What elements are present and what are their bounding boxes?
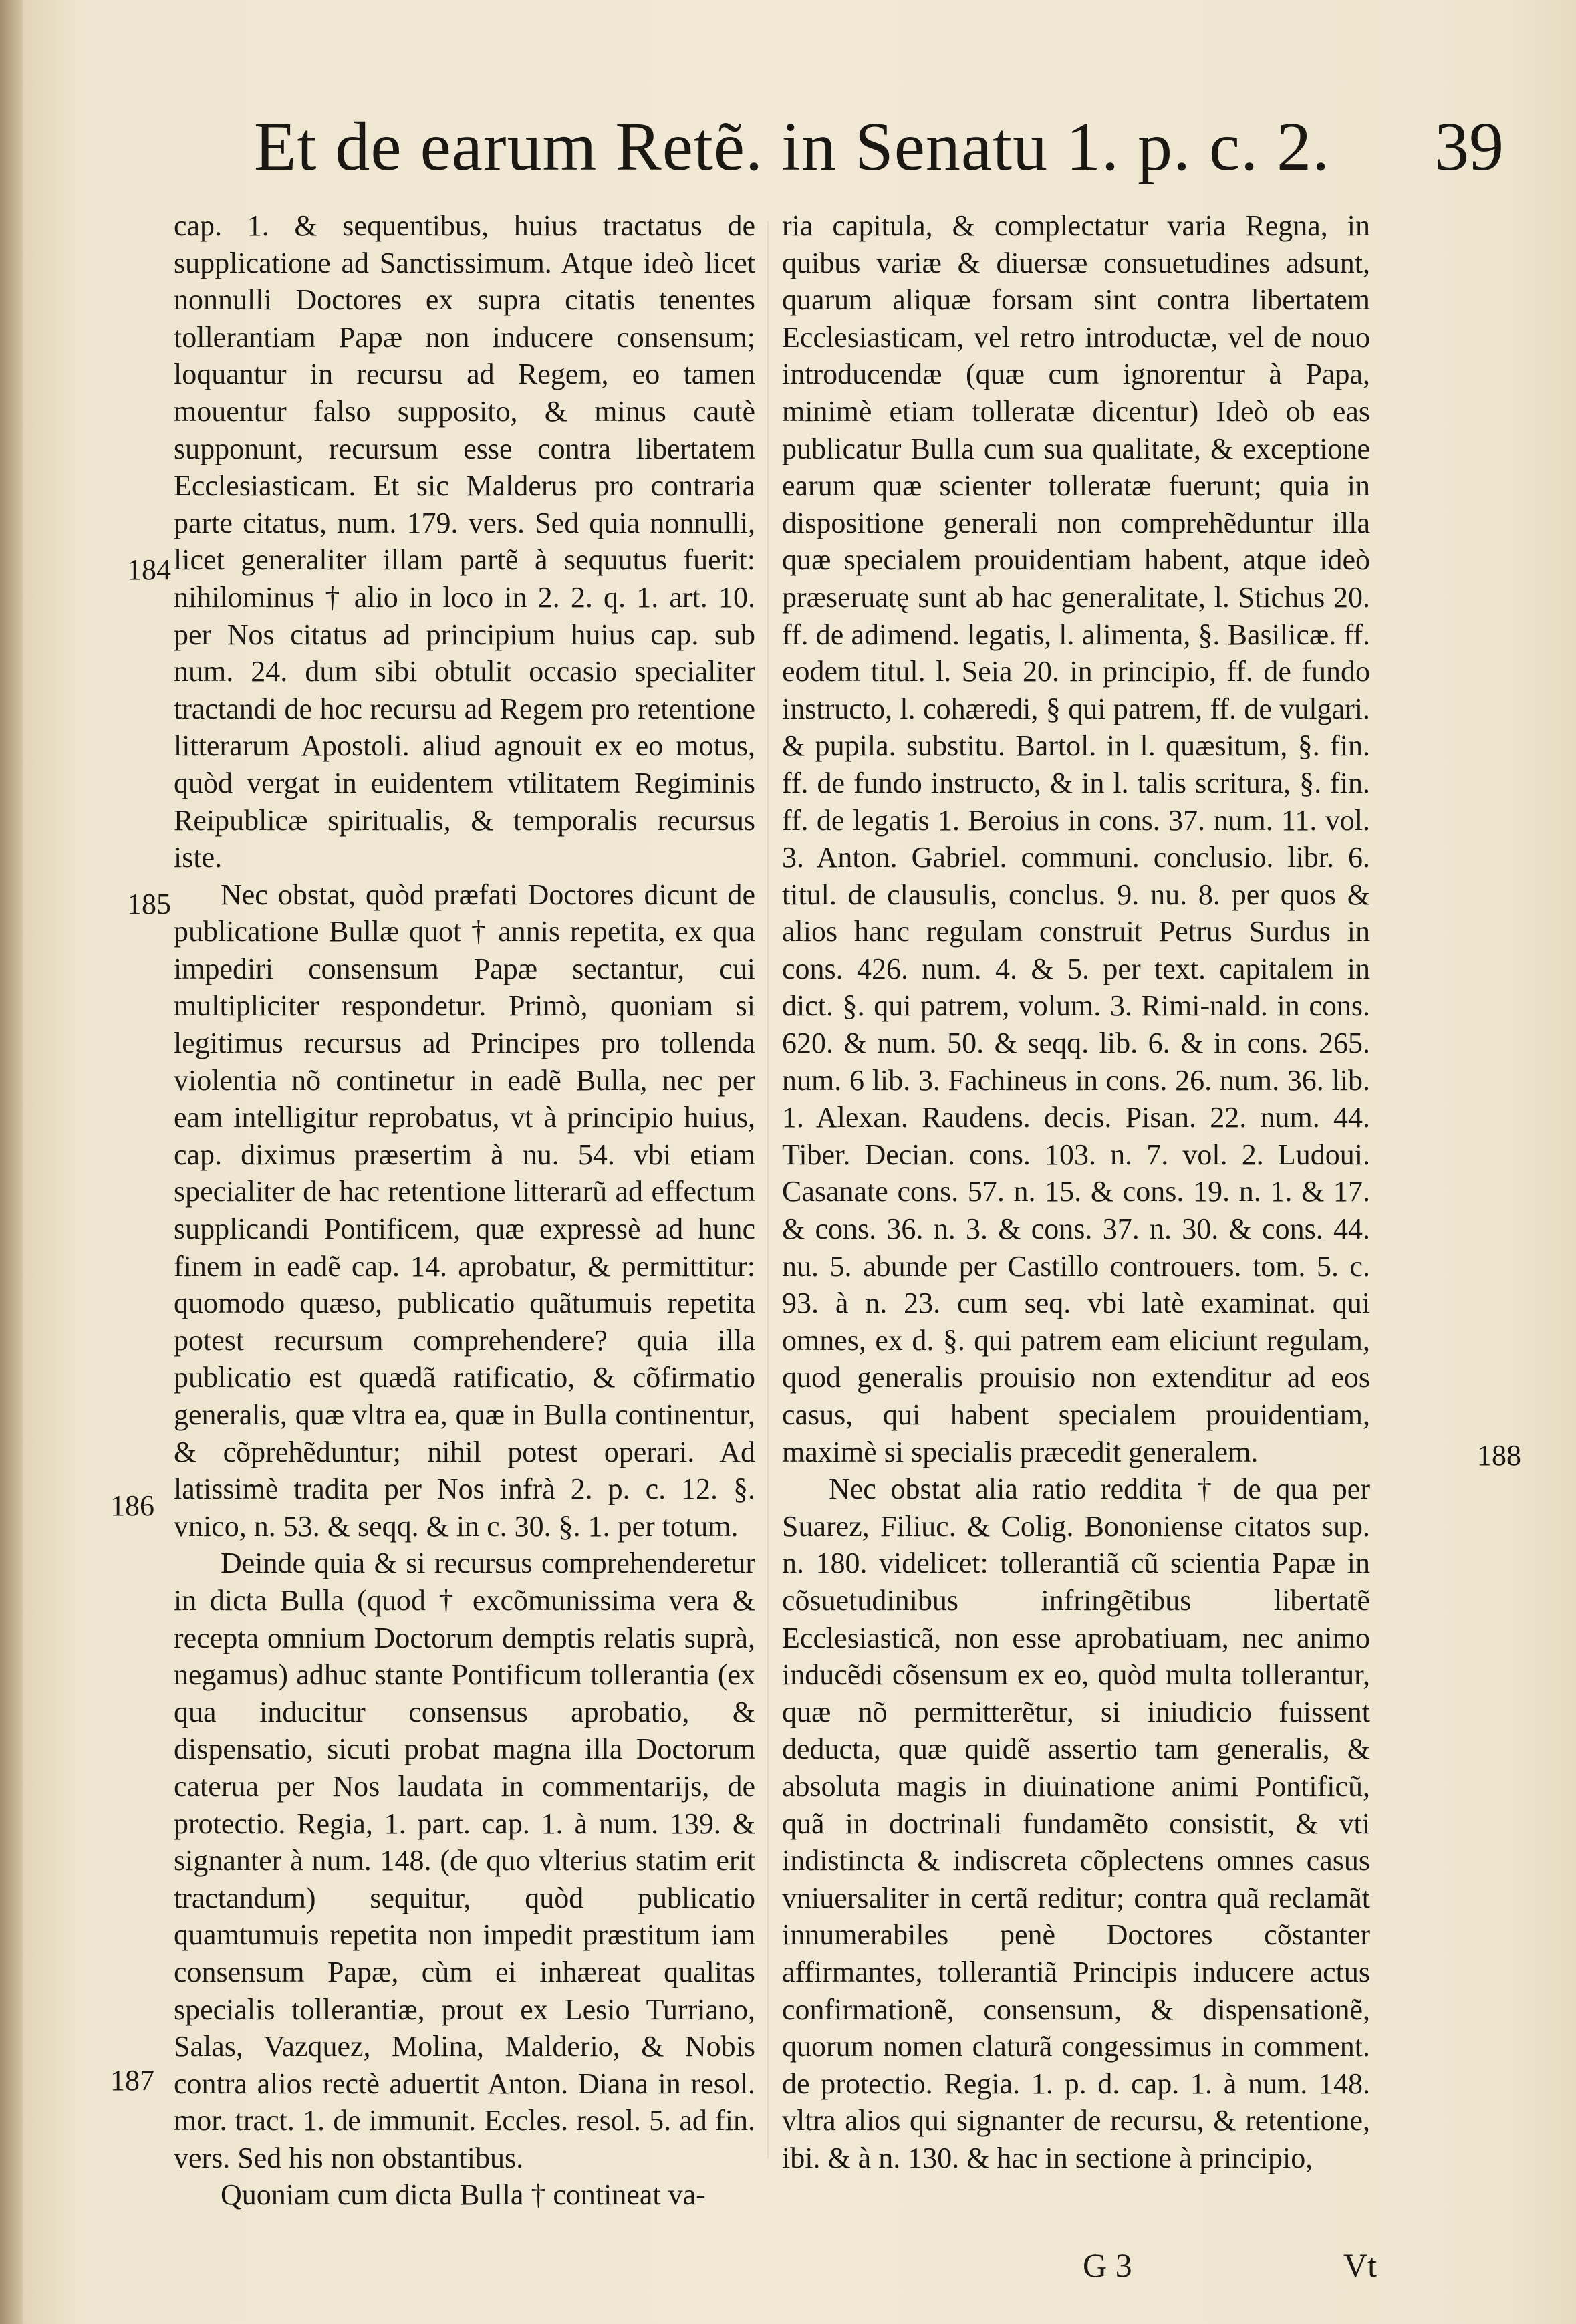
left-paragraph-2: Nec obstat, quòd præfati Doctores dicunt de publicatione Bullæ quot † annis repetita, ex qua impediri consensum Papæ sectantur, cui multipliciter respondetur. Primò, quoniam si legitimus recursus ad Principes pro tollenda violentia nõ continetur in eadẽ Bulla, nec per eam intelligitur reprobatus, vt à principio huius, cap. diximus præsertim à nu. 54. vbi etiam specialiter de hac retentione litterarũ ad effectum supplicandi Pontificem, quæ expressè ad hunc finem in eadẽ cap. 14. aprobatur, & permittitur: quomodo quæso, publicatio quãtumuis repetita potest recursum comprehendere? quia illa publicatio est quædã ratificatio, & cõfirmatio generalis, quæ vltra ea, quæ in Bulla continentur, & cõprehẽduntur; nihil potest operari. Ad latissimè tradita per Nos infrà 2. p. c. 12. §. vnico, n. 53. & seqq. & in c. 30. §. 1. per totum. — [174, 878, 755, 1543]
signature-mark: G 3 — [1083, 2246, 1132, 2284]
left-paragraph-4: Quoniam cum dicta Bulla † contineat va- — [221, 2178, 706, 2212]
running-head — [254, 107, 1524, 201]
right-paragraph-1: ria capitula, & complectatur varia Regna, in quibus variæ & diuersæ consuetudines adsunt, quarum aliquæ forsam sint contra libertatem Ecclesiasticam, vel retro introductæ, vel de nouo introducendæ (quæ cum ignorentur à Papa, minimè etiam tolleratæ dicentur) Ideò ob eas publicatur Bulla cum sua qualitate, & exceptione earum quæ scienter tolleratæ fuerunt; quia in dispositione generali non comprehẽduntur illa quæ specialem prouidentiam habent, atque ideò præseruatę sunt ab hac generalitate, l. Stichus 20. ff. de adimend. legatis, l. alimenta, §. Basilicæ. ff. eodem titul. l. Seia 20. in principio, ff. de fundo instructo, l. cohæredi, § qui patrem, ff. de vulgari. & pupila. substitu. Bartol. in l. quæsitum, §. fin. ff. de fundo instructo, & in l. talis scritura, §. fin. ff. de legatis 1. Beroius in cons. 37. num. 11. vol. 3. Anton. Gabriel. communi. conclusio. libr. 6. titul. de clausulis, conclus. 9. nu. 8. per quos & alios hanc regulam construit Petrus Surdus in cons. 426. num. 4. & 5. per text. capitalem in dict. §. qui patrem, volum. 3. Rimi-nald. in cons. 620. & num. 50. & seqq. lib. 6. & in cons. 265. num. 6 lib. 3. Fachineus in cons. 26. num. 36. lib. 1. Alexan. Raudens. decis. Pisan. 22. num. 44. Tiber. Decian. cons. 103. n. 7. vol. 2. Ludoui. Casanate cons. 57. n. 15. & cons. 19. n. 1. & 17. & cons. 36. n. 3. & cons. 37. n. 30. & cons. 44. nu. 5. abunde per Castillo controuers. tom. 5. c. 93. à n. 23. cum seq. vbi latè examinat. qui omnes, ex d. §. qui patrem eam eliciunt regulam, quod generalis prouisio non extenditur ad eos casus, qui habent specialem prouidentiam, maximè si specialis præcedit generalem. — [782, 209, 1370, 1468]
page-number: 39 — [1434, 108, 1504, 185]
catchword: Vt — [1343, 2246, 1377, 2284]
right-column — [782, 207, 1370, 2176]
left-paragraph-1: cap. 1. & sequentibus, huius tractatus de supplicatione ad Sanctissimum. Atque ideò licet nonnulli Doctores ex supra citatis tenentes tollerantiam Papæ non inducere consensum; loquantur in recursu ad Regem, eo tamen mouentur falso supposito, & minus cautè supponunt, recursum esse contra libertatem Ecclesiasticam. Et sic Malderus pro contraria parte citatus, num. 179. vers. Sed quia nonnulli, licet generaliter illam partẽ à sequutus fuerit: nihilominus † alio in loco in 2. 2. q. 1. art. 10. per Nos citatus ad principium huius cap. sub num. 24. dum sibi obtulit occasio specialiter tractandi de hoc recursu ad Regem pro retentione litterarum Apostoli. aliud agnouit ex eo motus, quòd vergat in euidentem vtilitatem Regiminis Reipublicæ spiritualis, & temporalis recursus iste. — [174, 209, 755, 874]
left-column — [174, 207, 755, 2214]
binding-gutter — [0, 0, 23, 2324]
margin-number-186: 186 — [110, 1489, 154, 1522]
margin-number-188: 188 — [1477, 1439, 1521, 1472]
right-paragraph-2: Nec obstat alia ratio reddita † de qua per Suarez, Filiuc. & Colig. Bononiense citatos sup. n. 180. videlicet: tollerantiã cũ scientia Papæ in cõsuetudinibus infringẽtibus libertatẽ Ecclesiasticã, non esse aprobatiuam, nec animo inducẽdi cõsensum ex eo, quòd multa tollerantur, quæ nõ permitterẽtur, si iniudicio fuissent deducta, quæ quidẽ assertio tam generalis, & absoluta magis in diuinatione animi Pontificũ, quã in doctrinali fundamẽto consistit, & vti indistincta & indiscreta cõplectens omnes casus vniuersaliter in certã reditur; contra quã reclamãt innumerabiles penè Doctores cõstanter affirmantes, tollerantiã Principis inducere actus confirmationẽ, consensum, & dispensationẽ, quorum nomen claturã congessimus in comment. de protectio. Regia. 1. p. d. cap. 1. à num. 148. vltra alios qui signanter de recursu, & retentione, ibi. & à n. 130. & hac in sectione à principio, — [782, 1472, 1370, 2174]
margin-number-187: 187 — [110, 2064, 154, 2097]
margin-number-185: 185 — [127, 888, 171, 920]
margin-number-184: 184 — [127, 553, 171, 586]
column-divider — [767, 221, 769, 2159]
left-paragraph-3: Deinde quia & si recursus comprehenderetur in dicta Bulla (quod † excõmunissima vera & recepta omnium Doctorum demptis relatis suprà, negamus) adhuc stante Pontificum tollerantia (ex qua inducitur consensus aprobatio, & dispensatio, sicuti probat magna illa Doctorum caterua per Nos laudata in commentarijs, de protectio. Regia, 1. part. cap. 1. à num. 139. & signanter à num. 148. (de quo vlterius statim erit tractandum) sequitur, quòd publicatio quamtumuis repetita non impedit præstitum iam consensum Papæ, cùm ei inhæreat qualitas specialis tollerantiæ, prout ex Lesio Turriano, Salas, Vazquez, Molina, Malderio, & Nobis contra alios rectè aduertit Anton. Diana in resol. mor. tract. 1. de immunit. Eccles. resol. 5. ad fin. vers. Sed his non obstantibus. — [174, 1547, 755, 2174]
running-title: Et de earum Retẽ. in Senatu 1. p. c. 2. — [254, 108, 1331, 185]
